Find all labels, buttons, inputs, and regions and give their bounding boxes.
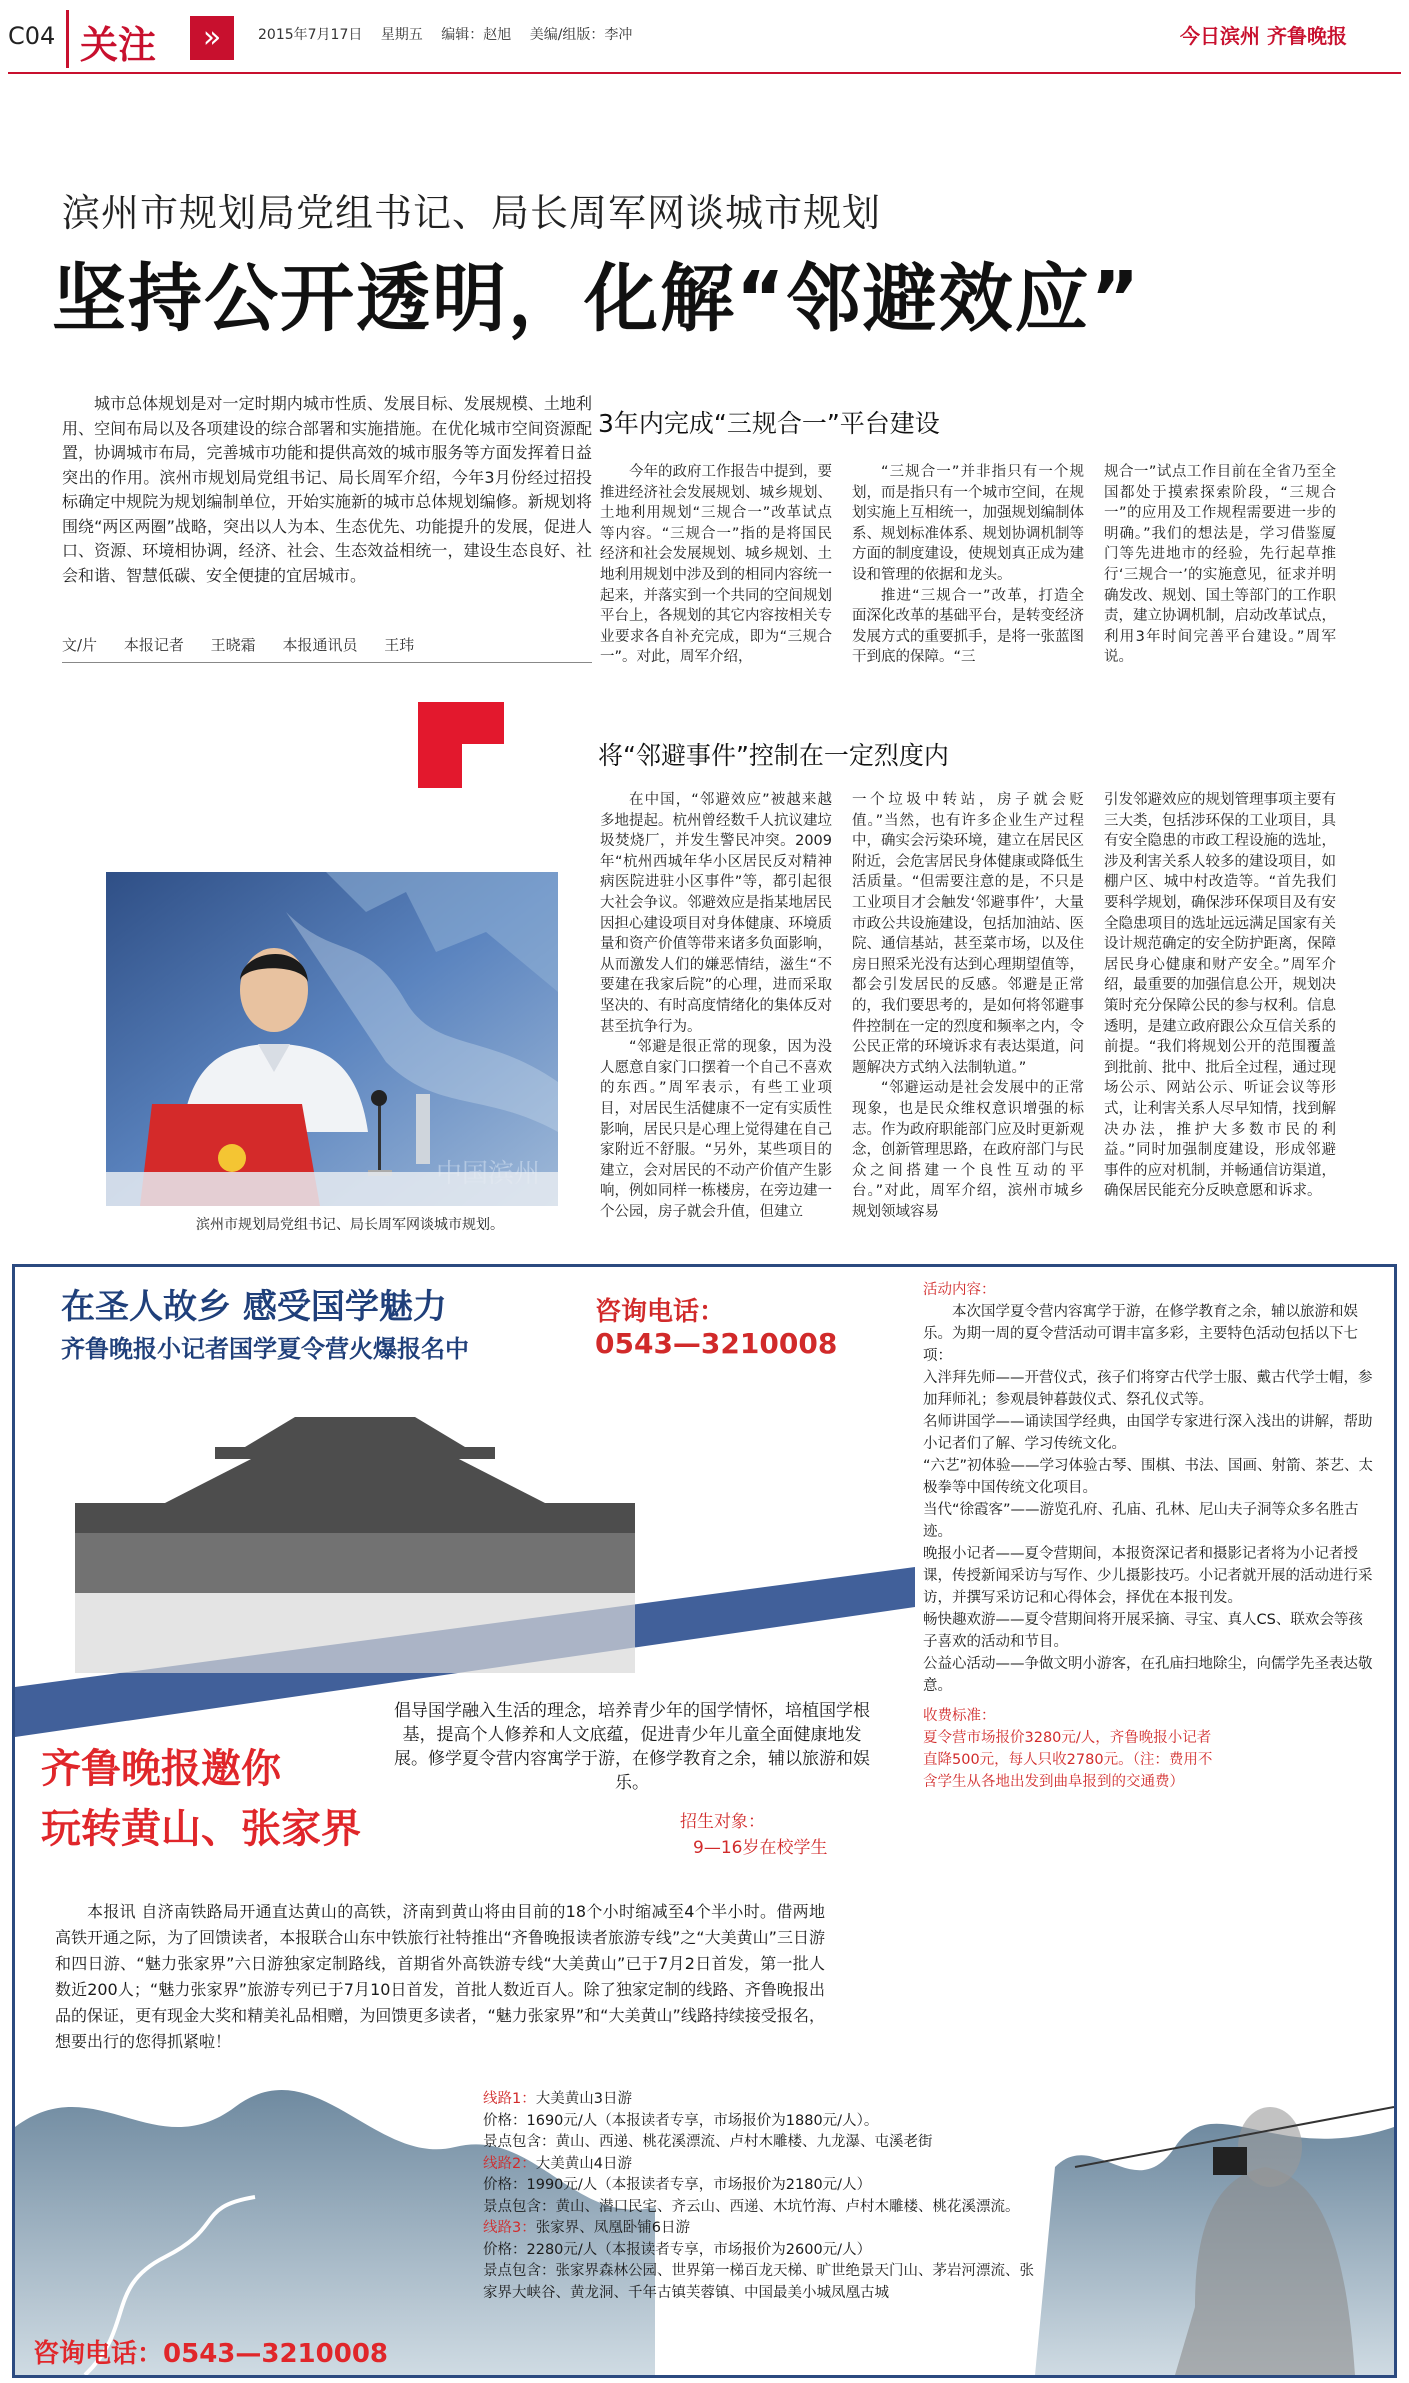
route-price: 价格：1990元/人（本报读者专享，市场报价为2180元/人） bbox=[483, 2177, 872, 2193]
route-item bbox=[483, 2218, 1043, 2240]
issue-weekday: 星期五 bbox=[380, 27, 423, 43]
route-spots: 景点包含：黄山、西递、桃花溪漂流、卢村木雕楼、九龙瀑、屯溪老街 bbox=[483, 2134, 933, 2150]
paragraph: 推进“三规合一”改革，打造全面深化改革的基础平台，是转变经济发展方式的重要抓手，是将一张蓝图干到底的保障。“三 bbox=[852, 587, 1084, 666]
issue-meta bbox=[258, 24, 646, 44]
route-name: 大美黄山4日游 bbox=[535, 2155, 632, 2172]
page-number: C04 bbox=[8, 22, 56, 50]
paragraph: 在中国，“邻避效应”被越来越多地提起。杭州曾经数千人抗议建垃圾焚烧厂，并发生警民冲突。2009年“杭州西城年华小区居民反对精神病医院进驻小区事件”等，都引起很大社会争议。邻避效应是指某地居民因担心建设项目对身体健康、环境质量和资产价值等带来诸多负面影响，从而激发人们的嫌恶情结，滋生“不要建在我家后院”的心理，进而采取坚决的、有时高度情绪化的集体反对甚至抗争行为。 bbox=[600, 792, 832, 1035]
hotline-number: 0543—3210008 bbox=[595, 1327, 838, 1360]
double-arrow-icon: » bbox=[190, 16, 234, 60]
article-title: 坚持公开透明，化解“邻避效应” bbox=[52, 256, 1142, 342]
route-label: 线路1： bbox=[483, 2091, 536, 2107]
fee-title: 收费标准： bbox=[923, 1708, 996, 1724]
activity-section bbox=[923, 1279, 1377, 1793]
ad-slogan: 倡导国学融入生活的理念，培养青少年的国学情怀，培植国学根基，提高个人修养和人文底蕴，促进青少年儿童全面健康地发展。修学夏令营内容寓学于游，在修学教育之余，辅以旅游和娱乐。 bbox=[394, 1701, 870, 1793]
designer-credit: 美编/组版：李冲 bbox=[529, 27, 633, 43]
tour-headline: 玩转黄山、张家界 bbox=[41, 1806, 361, 1852]
activity-title: 活动内容： bbox=[923, 1282, 996, 1298]
bottom-hotline bbox=[33, 2333, 388, 2370]
activity-item: 入泮拜先师——开营仪式，孩子们将穿古代学士服、戴古代学士帽，参加拜师礼；参观晨钟暮鼓仪式、祭孔仪式等。 bbox=[923, 1370, 1373, 1408]
decorative-square-cutout bbox=[462, 744, 504, 788]
bottom-hotline-label: 咨询电话： bbox=[33, 2339, 164, 2369]
section-heading: 将“邻避事件”控制在一定烈度内 bbox=[598, 741, 949, 770]
activity-item: 畅快趣欢游——夏令营期间将开展采摘、寻宝、真人CS、联欢会等孩子喜欢的活动和节目。 bbox=[923, 1612, 1363, 1650]
paragraph: “邻避运动是社会发展中的正常现象，也是民众维权意识增强的标志。作为政府职能部门应及时更新观念，创新管理思路，在政府部门与民众之间搭建一个良性互动的平台。”对此，周军介绍，滨州市城乡规划领域容易 bbox=[852, 1080, 1084, 1220]
article-column bbox=[852, 462, 1084, 668]
activity-item: 晚报小记者——夏令营期间，本报资深记者和摄影记者将为小记者授课，传授新闻采访与写作、少儿摄影技巧。小记者就开展的活动进行采访，并撰写采访记和心得体会，择优在本报刊发。 bbox=[923, 1546, 1373, 1606]
newspaper-brand: 今日滨州 齐鲁晚报 bbox=[1180, 24, 1347, 48]
byline-author: 王玮 bbox=[384, 636, 415, 654]
route-label: 线路2： bbox=[483, 2155, 536, 2172]
paragraph: 引发邻避效应的规划管理事项主要有三大类，包括涉环保的工业项目，具有安全隐患的市政工程设施的选址，涉及利害关系人较多的建设项目，如棚户区、城中村改造等。“首先我们要科学规划，确保涉环保项目及有安全隐患项目的选址远远满足国家有关设计规范确定的安全防护距离，保障居民身心健康和财产安全。”周军介绍，最重要的加强信息公开，规划决策时充分保障公民的参与权利。信息透明，是建立政府跟公众互信关系的前提。“我们将规划公开的范围覆盖到批前、批中、批后全过程，通过现场公示、网站公示、听证会议等形式，让利害关系人尽早知情，找到解决办法，推护大多数市民的利益。”同时加强制度建设，形成邻避事件的应对机制，并畅通信访渠道，确保居民能充分反映意愿和诉求。 bbox=[1104, 792, 1336, 1200]
article-subtitle: 滨州市规划局党组书记、局长周军网谈城市规划 bbox=[62, 191, 882, 235]
paragraph: “三规合一”并非指只有一个规划，而是指只有一个城市空间，在规划实施上互相统一，加强规划编制体系、规划标准体系、规划协调机制等方面的制度建设，使规划真正成为建设和管理的依据和龙头。 bbox=[852, 464, 1084, 583]
byline-role: 本报记者 bbox=[123, 636, 184, 654]
route-price: 价格：2280元/人（本报读者专享，市场报价为2600元/人） bbox=[483, 2241, 872, 2258]
activity-item: 当代“徐霞客”——游览孔府、孔庙、孔林、尼山夫子洞等众多名胜古迹。 bbox=[923, 1502, 1359, 1540]
section-title: 关注 bbox=[80, 23, 157, 67]
paragraph: 规合一”试点工作目前在全省乃至全国都处于摸索探索阶段，“三规合一”的应用及工作规程需要进一步的明确。”我们的想法是，学习借鉴厦门等先进地市的经验，先行起草推行‘三规合一’的实施意见，征求并明确发改、规划、国土等部门的工作职责，建立协调机制，启动改革试点，利用3年时间完善平台建设。”周军说。 bbox=[1104, 464, 1336, 666]
route-name: 张家界、凤凰卧铺6日游 bbox=[535, 2220, 690, 2236]
paragraph: 今年的政府工作报告中提到，要推进经济社会发展规划、城乡规划、土地利用规划“三规合一”改革试点等内容。“三规合一”指的是将国民经济和社会发展规划、城乡规划、土地利用规划中涉及到的相同内容统一起来，并落实到一个共同的空间规划平台上，各规划的其它内容按相关专业要求各自补充完成，即为“三规合一”。对此，周军介绍， bbox=[600, 464, 832, 666]
activity-item: 公益心活动——争做文明小游客，在孔庙扫地除尘，向儒学先圣表达敬意。 bbox=[923, 1656, 1373, 1694]
advertisement bbox=[12, 1264, 1397, 2378]
article-photo bbox=[106, 872, 558, 1206]
article-column bbox=[1104, 790, 1336, 1202]
issue-date: 2015年7月17日 bbox=[258, 27, 363, 43]
route-item bbox=[483, 2089, 1043, 2111]
recruit-value: 9—16岁在校学生 bbox=[693, 1838, 828, 1858]
route-label: 线路3： bbox=[483, 2220, 536, 2236]
ad-headline: 在圣人故乡 感受国学魅力 bbox=[61, 1287, 447, 1327]
article-column bbox=[600, 790, 832, 1222]
recruit-label: 招生对象： bbox=[680, 1812, 765, 1832]
header-rule bbox=[8, 72, 1401, 74]
route-item bbox=[483, 2154, 1043, 2176]
byline bbox=[62, 634, 436, 655]
paragraph: “邻避是很正常的现象，因为没人愿意自家门口摆着一个自己不喜欢的东西。”周军表示，有些工业项目，对居民生活健康不一定有实质性影响，居民只是心理上觉得建在自己家附近不舒服。“另外，某些项目的建立，会对居民的不动产价值产生影响，例如同样一栋楼房，在旁边建一个公园，房子就会升值，但建立 bbox=[600, 1039, 832, 1220]
byline-rule bbox=[62, 662, 592, 663]
activity-intro: 本次国学夏令营内容寓学于游，在修学教育之余，辅以旅游和娱乐。为期一周的夏令营活动可谓丰富多彩，主要特色活动包括以下七项： bbox=[923, 1304, 1358, 1364]
article-intro: 城市总体规划是对一定时期内城市性质、发展目标、发展规模、土地利用、空间布局以及各项建设的综合部署和实施措施。在优化城市空间资源配置，协调城市布局，完善城市功能和提供高效的城市服务等方面发挥着日益突出的作用。滨州市规划局党组书记、局长周军介绍，今年3月份经过招投标确定中规院为规划编制单位，开始实施新的城市总体规划编修。新规划将围绕“两区两圈”战略，突出以人为本、生态优先、功能提升的发展，促进人口、资源、环境相协调，经济、社会、生态效益相统一，建设生态良好、社会和谐、智慧低碳、安全便捷的宜居城市。 bbox=[62, 394, 592, 585]
photo-caption: 滨州市规划局党组书记、局长周军网谈城市规划。 bbox=[196, 1217, 504, 1233]
article-column bbox=[600, 462, 832, 668]
activity-item: “六艺”初体验——学习体验古琴、围棋、书法、国画、射箭、茶艺、太极拳等中国传统文化项目。 bbox=[923, 1458, 1374, 1496]
article-column bbox=[852, 790, 1084, 1222]
route-price: 价格：1690元/人（本报读者专享，市场报价为1880元/人）。 bbox=[483, 2112, 879, 2129]
section-heading: 3年内完成“三规合一”平台建设 bbox=[598, 409, 940, 438]
byline-author: 王晓霜 bbox=[210, 636, 256, 654]
fee-text: 夏令营市场报价3280元/人，齐鲁晚报小记者直降500元，每人只收2780元。（注：费用不含学生从各地出发到曲阜报到的交通费） bbox=[923, 1730, 1213, 1790]
route-spots: 景点包含：黄山、潜口民宅、齐云山、西递、木坑竹海、卢村木雕楼、桃花溪漂流。 bbox=[483, 2198, 1020, 2215]
activity-item: 名师讲国学——诵读国学经典，由国学专家进行深入浅出的讲解，帮助小记者们了解、学习传统文化。 bbox=[923, 1414, 1373, 1452]
byline-role: 本报通讯员 bbox=[282, 636, 358, 654]
tour-routes bbox=[483, 2089, 1043, 2304]
header-divider bbox=[66, 10, 69, 68]
route-spots: 景点包含：张家界森林公园、世界第一梯百龙天梯、旷世绝景天门山、茅岩河漂流、张家界大峡谷、黄龙洞、千年古镇芙蓉镇、中国最美小城凤凰古城 bbox=[483, 2263, 1034, 2301]
route-name: 大美黄山3日游 bbox=[535, 2091, 632, 2107]
ad-subheadline: 齐鲁晚报小记者国学夏令营火爆报名中 bbox=[61, 1335, 469, 1363]
bottom-hotline-number: 0543—3210008 bbox=[163, 2339, 389, 2369]
hotline-label: 咨询电话： bbox=[595, 1297, 726, 1327]
editor-credit: 编辑：赵旭 bbox=[441, 27, 512, 43]
photo-illustration bbox=[106, 872, 558, 1206]
tour-text: 本报讯 自济南铁路局开通直达黄山的高铁，济南到黄山将由目前的18个小时缩减至4个半小时。借两地高铁开通之际，为了回馈读者，本报联合山东中铁旅行社特推出“齐鲁晚报读者旅游专线”之“大美黄山”三日游和四日游、“魅力张家界”六日游独家定制路线，首期省外高铁游专线“大美黄山”已于7月2日首发，第一批人数近200人；“魅力张家界”旅游专列已于7月10日首发，首批人数近百人。除了独家定制的线路、齐鲁晚报出品的保证，更有现金大奖和精美礼品相赠，为回馈更多读者，“魅力张家界”和“大美黄山”线路持续接受报名，想要出行的您得抓紧啦！ bbox=[55, 1902, 825, 2051]
page-header bbox=[0, 0, 1409, 72]
byline-type: 文/片 bbox=[62, 636, 98, 654]
tour-headline: 齐鲁晚报邀你 bbox=[41, 1746, 281, 1792]
paragraph: 一个垃圾中转站，房子就会贬值。”当然，也有许多企业生产过程中，确实会污染环境，建立在居民区附近，会危害居民身体健康或降低生活质量。“但需要注意的是，不只是工业项目才会触发‘邻避事件’，大量市政公共设施建设，包括加油站、医院、通信基站，甚至菜市场，以及住房日照采光没有达到心理期望值等，都会引发居民的反感。邻避是正常的，我们要思考的，是如何将邻避事件控制在一定的烈度和频率之内，令公民正常的环境诉求有表达渠道，问题解决方式纳入法制轨道。” bbox=[852, 792, 1084, 1076]
article-column bbox=[1104, 462, 1336, 668]
